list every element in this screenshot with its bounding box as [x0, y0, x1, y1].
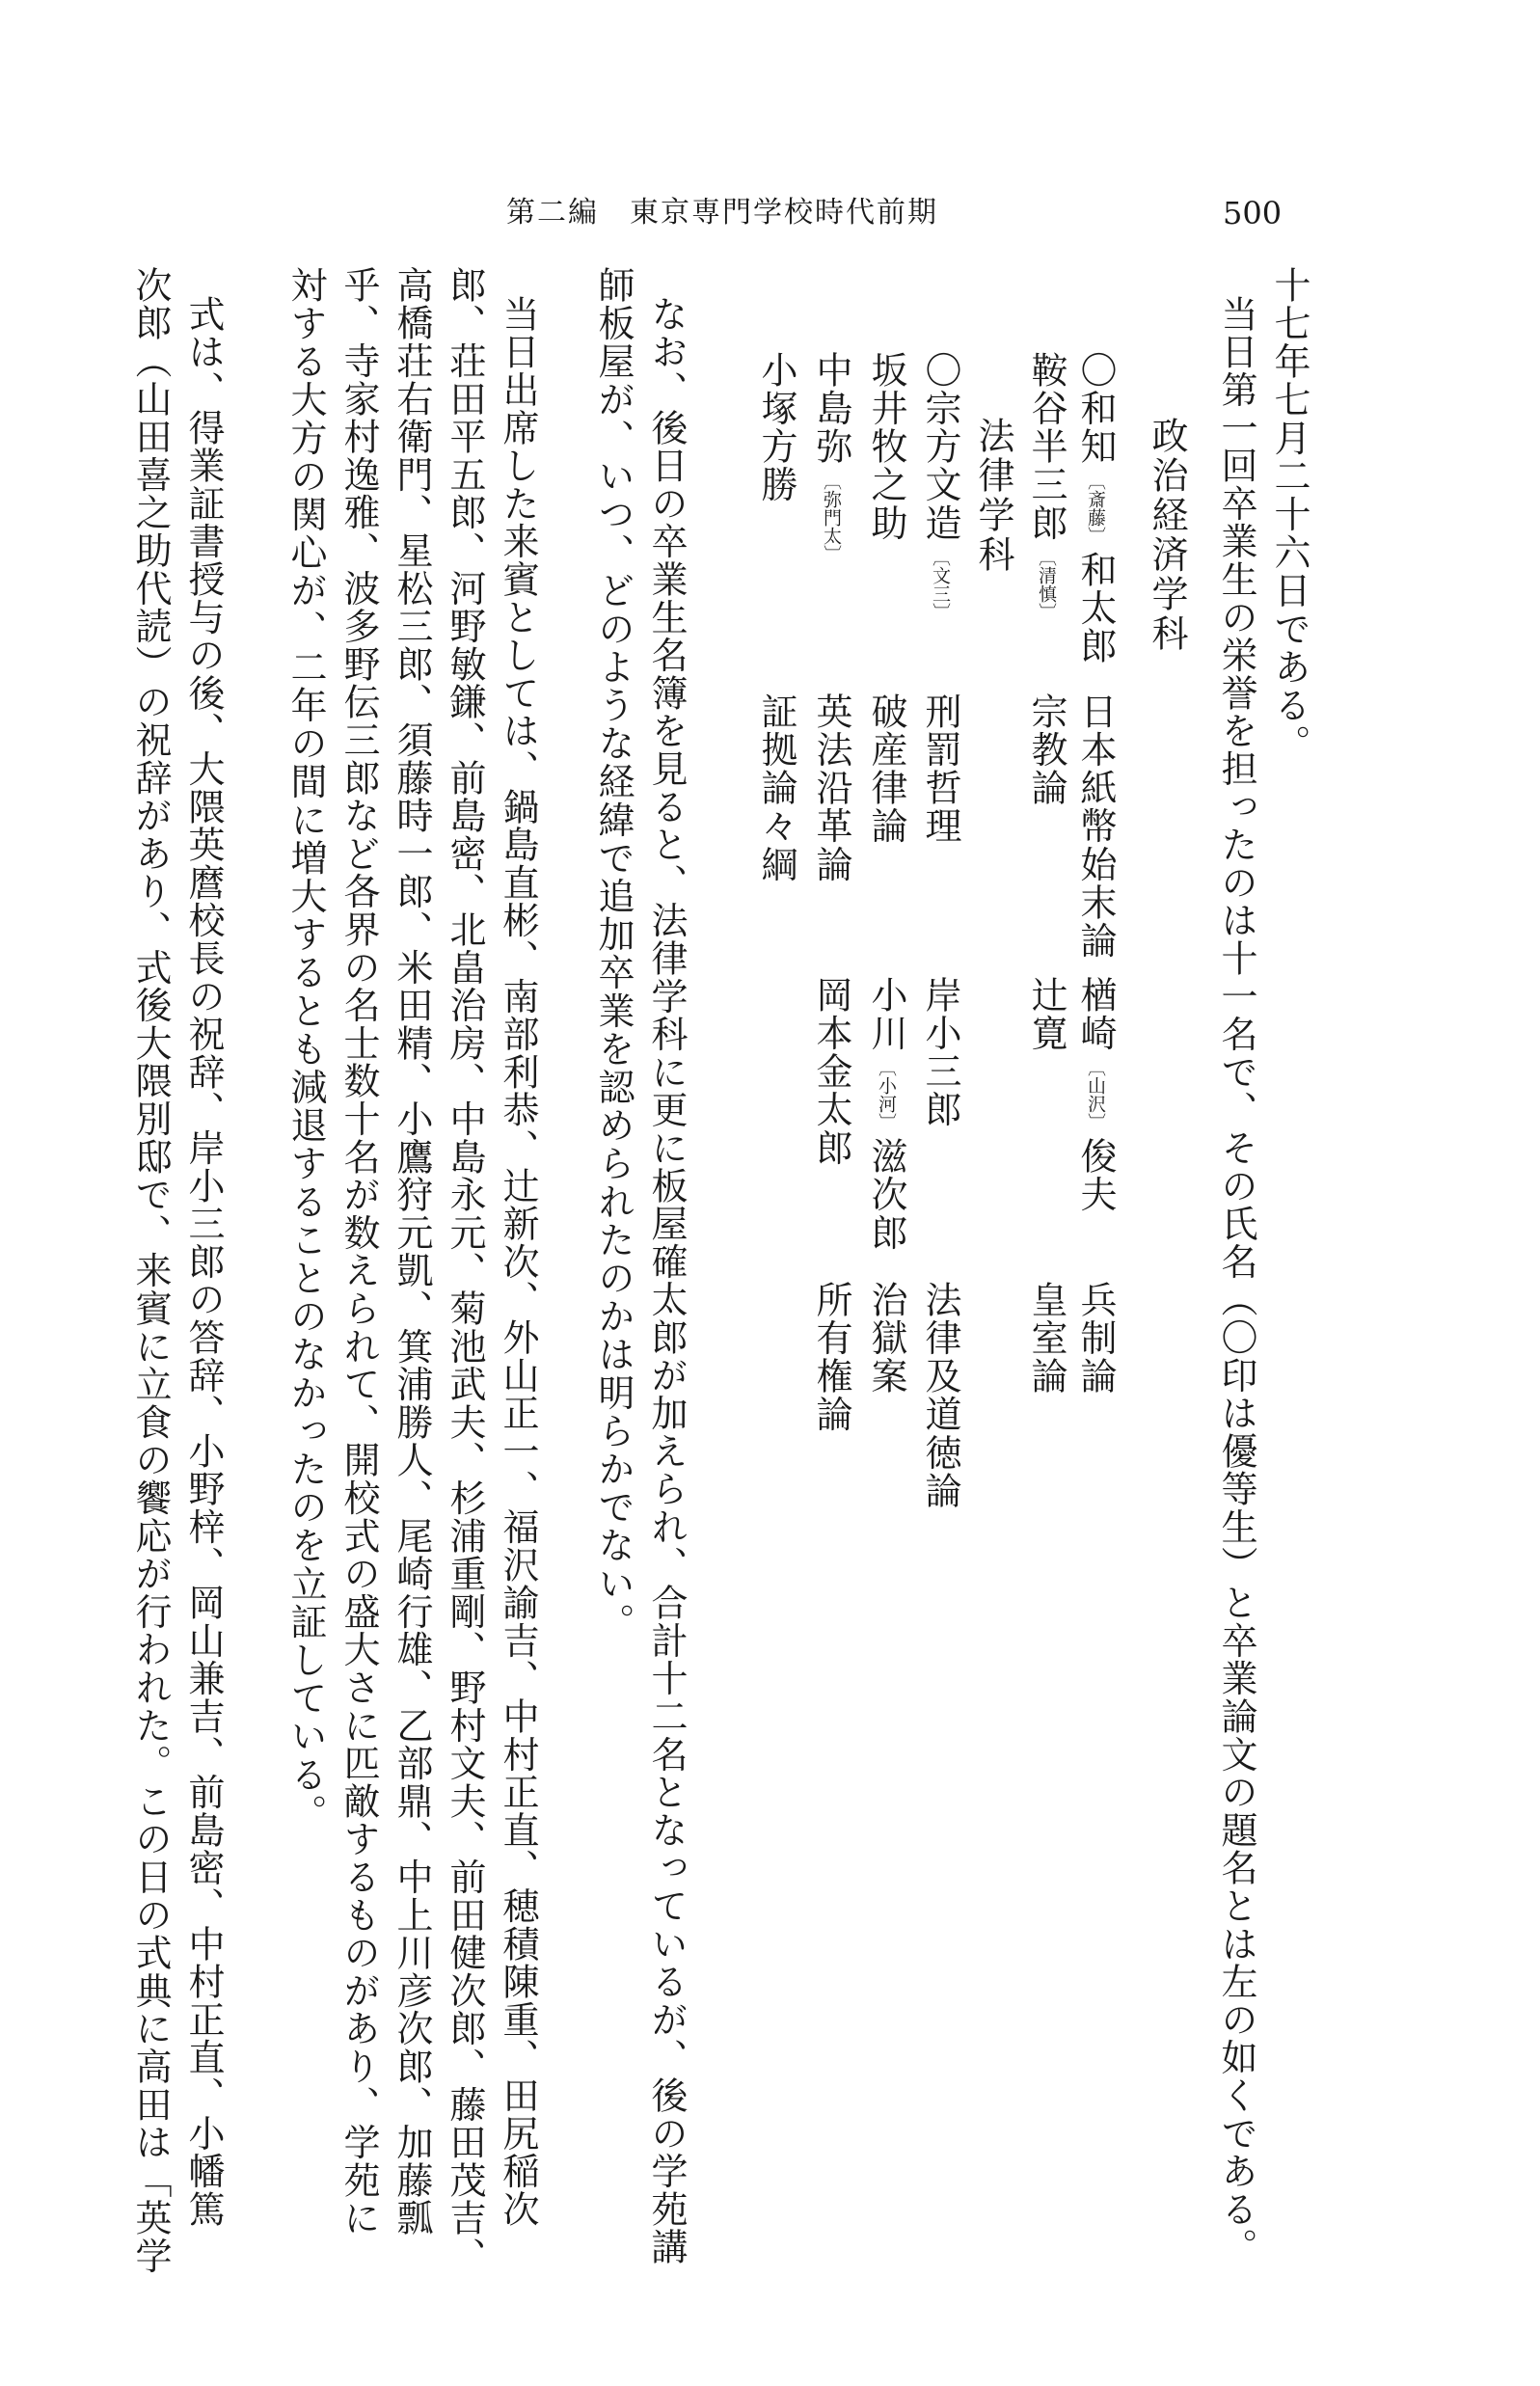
- thesis-title: 英法沿革論: [810, 692, 852, 883]
- name-part: 坂井牧之助: [865, 351, 907, 542]
- reading-note: 〔小河〕: [876, 1058, 897, 1132]
- reading-note: 〔清慎〕: [1036, 548, 1057, 621]
- thesis-title: 証拠論々綱: [755, 692, 797, 883]
- name-part: 岡本金太郎: [810, 976, 852, 1167]
- name-part: 小塚方勝: [755, 351, 797, 504]
- dept-politics-heading: 政治経済学科: [1146, 417, 1188, 654]
- graduate-name: [919, 976, 961, 1129]
- thesis-title: 所有権論: [810, 1281, 852, 1434]
- name-part: 俊夫: [1074, 1137, 1117, 1214]
- thesis-title: 兵制論: [1074, 1281, 1117, 1396]
- reading-note: 〔斎藤〕: [1085, 471, 1106, 545]
- graduate-name: [919, 351, 961, 627]
- graduate-name: [865, 351, 907, 542]
- graduate-name: [865, 976, 907, 1253]
- body-line-2: 当日第一回卒業生の栄誉を担ったのは十一名で、その氏名（〇印は優等生）と卒業論文の題名とは左の如くである。: [1215, 295, 1257, 2266]
- paragraph-line: なお、後日の卒業生名簿を見ると、法律学科に更に板屋確太郎が加えられ、合計十二名となっているが、後の学苑講: [645, 295, 688, 2266]
- page-number: 500: [1223, 195, 1283, 231]
- name-part: 小川: [865, 976, 907, 1053]
- graduate-name: [810, 976, 852, 1167]
- thesis-title: 皇室論: [1025, 1281, 1067, 1396]
- paragraph-line: 乎、寺家村逸雅、波多野伝三郎など各界の名士数十名が数えられて、開校式の盛大さに匹敵するものがあり、学苑に: [338, 266, 380, 2237]
- name-part: 和太郎: [1074, 550, 1117, 665]
- graduate-name: [810, 351, 852, 569]
- paragraph-line: 当日出席した来賓としては、鍋島直彬、南部利恭、辻新次、外山正一、福沢諭吉、中村正直、穂積陳重、田尻稲次: [497, 295, 539, 2229]
- name-part: 滋次郎: [865, 1137, 907, 1253]
- name-part: 中島弥: [810, 351, 852, 466]
- graduate-name: [755, 351, 797, 504]
- name-part: 楢崎: [1074, 976, 1117, 1053]
- graduate-name: [1025, 351, 1067, 627]
- thesis-title: 刑罰哲理: [919, 692, 961, 846]
- graduate-name: [1025, 976, 1067, 1053]
- name-part: 鞍谷半三郎: [1025, 351, 1067, 542]
- body-line-1: 十七年七月二十六日である。: [1268, 266, 1310, 763]
- paragraph-line: 師板屋が、いつ、どのような経緯で追加卒業を認められたのかは明らかでない。: [592, 266, 635, 1641]
- paragraph-line: 高橋荘右衛門、星松三郎、須藤時一郎、米田精、小鷹狩元凱、箕浦勝人、尾崎行雄、乙部鼎、中上川彦次郎、加藤瓢: [391, 266, 433, 2237]
- name-part: 〇和知: [1074, 351, 1117, 466]
- thesis-title: 日本紙幣始末論: [1074, 692, 1117, 961]
- paragraph-line: 郎、荘田平五郎、河野敏鎌、前島密、北畠治房、中島永元、菊池武夫、杉浦重剛、野村文夫、前田健次郎、藤田茂吉、: [444, 266, 486, 2275]
- reading-note: 〔山沢〕: [1085, 1058, 1106, 1132]
- graduate-name: [1074, 351, 1117, 665]
- dept-law-heading: 法律学科: [972, 417, 1014, 575]
- reading-note: 〔文三〕: [930, 548, 951, 621]
- reading-note: 〔弥門太〕: [821, 471, 842, 563]
- thesis-title: 治獄案: [865, 1281, 907, 1396]
- thesis-title: 破産律論: [865, 692, 907, 846]
- name-part: 〇宗方文造: [919, 351, 961, 542]
- paragraph-line: 式は、得業証書授与の後、大隈英麿校長の祝辞、岸小三郎の答辞、小野梓、岡山兼吉、前島密、中村正直、小幡篤: [182, 295, 225, 2229]
- paragraph-line: 対する大方の関心が、二年の間に増大するとも減退することのなかったのを立証している。: [284, 266, 327, 1832]
- name-part: 岸小三郎: [919, 976, 961, 1129]
- thesis-title: 宗教論: [1025, 692, 1067, 807]
- running-header: [0, 189, 1540, 237]
- graduate-name: [1074, 976, 1117, 1214]
- header-title: 第二編 東京専門学校時代前期: [506, 196, 938, 230]
- thesis-title: 法律及道徳論: [919, 1281, 961, 1510]
- name-part: 辻寛: [1025, 976, 1067, 1053]
- paragraph-line: 次郎（山田喜之助代読）の祝辞があり、式後大隈別邸で、来賓に立食の饗応が行われた。この日の式典に高田は「英学: [129, 266, 172, 2275]
